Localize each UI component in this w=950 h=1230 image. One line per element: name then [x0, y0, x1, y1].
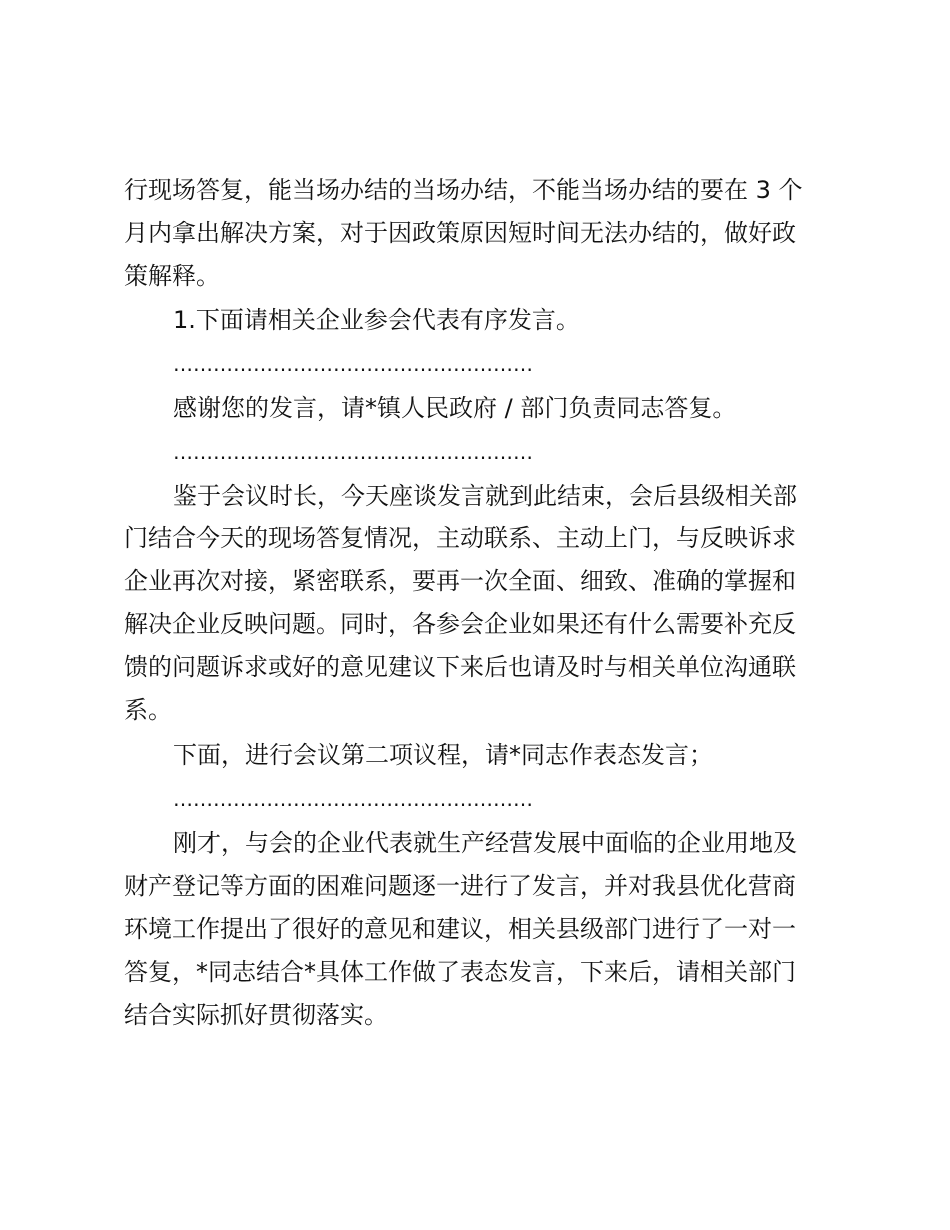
paragraph-line: 感谢您的发言，请*镇人民政府 / 部门负责同志答复。	[173, 394, 737, 422]
paragraph-line: 结合实际抓好贯彻落实。	[124, 1001, 388, 1029]
paragraph-line: 环境工作提出了很好的意见和建议，相关县级部门进行了一对一	[124, 915, 796, 943]
paragraph-line: 门结合今天的现场答复情况，主动联系、主动上门，与反映诉求	[124, 524, 796, 552]
paragraph-line: 企业再次对接，紧密联系，要再一次全面、细致、准确的掌握和	[124, 567, 796, 595]
paragraph-line: 鉴于会议时长，今天座谈发言就到此结束，会后县级相关部	[173, 482, 797, 510]
paragraph-line: 财产登记等方面的困难问题逐一进行了发言，并对我县优化营商	[124, 872, 796, 900]
paragraph-line: 解决企业反映问题。同时，各参会企业如果还有什么需要补充反	[124, 610, 796, 638]
paragraph-line: 月内拿出解决方案，对于因政策原因短时间无法办结的，做好政	[124, 219, 796, 247]
paragraph-line: 刚才，与会的企业代表就生产经营发展中面临的企业用地及	[173, 829, 797, 857]
paragraph-line: 系。	[124, 696, 172, 724]
ellipsis-line: ………………………………………………	[173, 352, 533, 376]
ellipsis-line: ………………………………………………	[173, 787, 533, 811]
ellipsis-line: ………………………………………………	[173, 440, 533, 464]
paragraph-line: 下面，进行会议第二项议程，请*同志作表态发言；	[173, 741, 713, 769]
paragraph-line: 答复，*同志结合*具体工作做了表态发言，下来后，请相关部门	[124, 958, 796, 986]
paragraph-line: 行现场答复，能当场办结的当场办结，不能当场办结的要在 3 个	[124, 176, 803, 204]
paragraph-line: 策解释。	[124, 262, 220, 290]
paragraph-line: 1.下面请相关企业参会代表有序发言。	[173, 306, 580, 334]
paragraph-line: 馈的问题诉求或好的意见建议下来后也请及时与相关单位沟通联	[124, 653, 796, 681]
